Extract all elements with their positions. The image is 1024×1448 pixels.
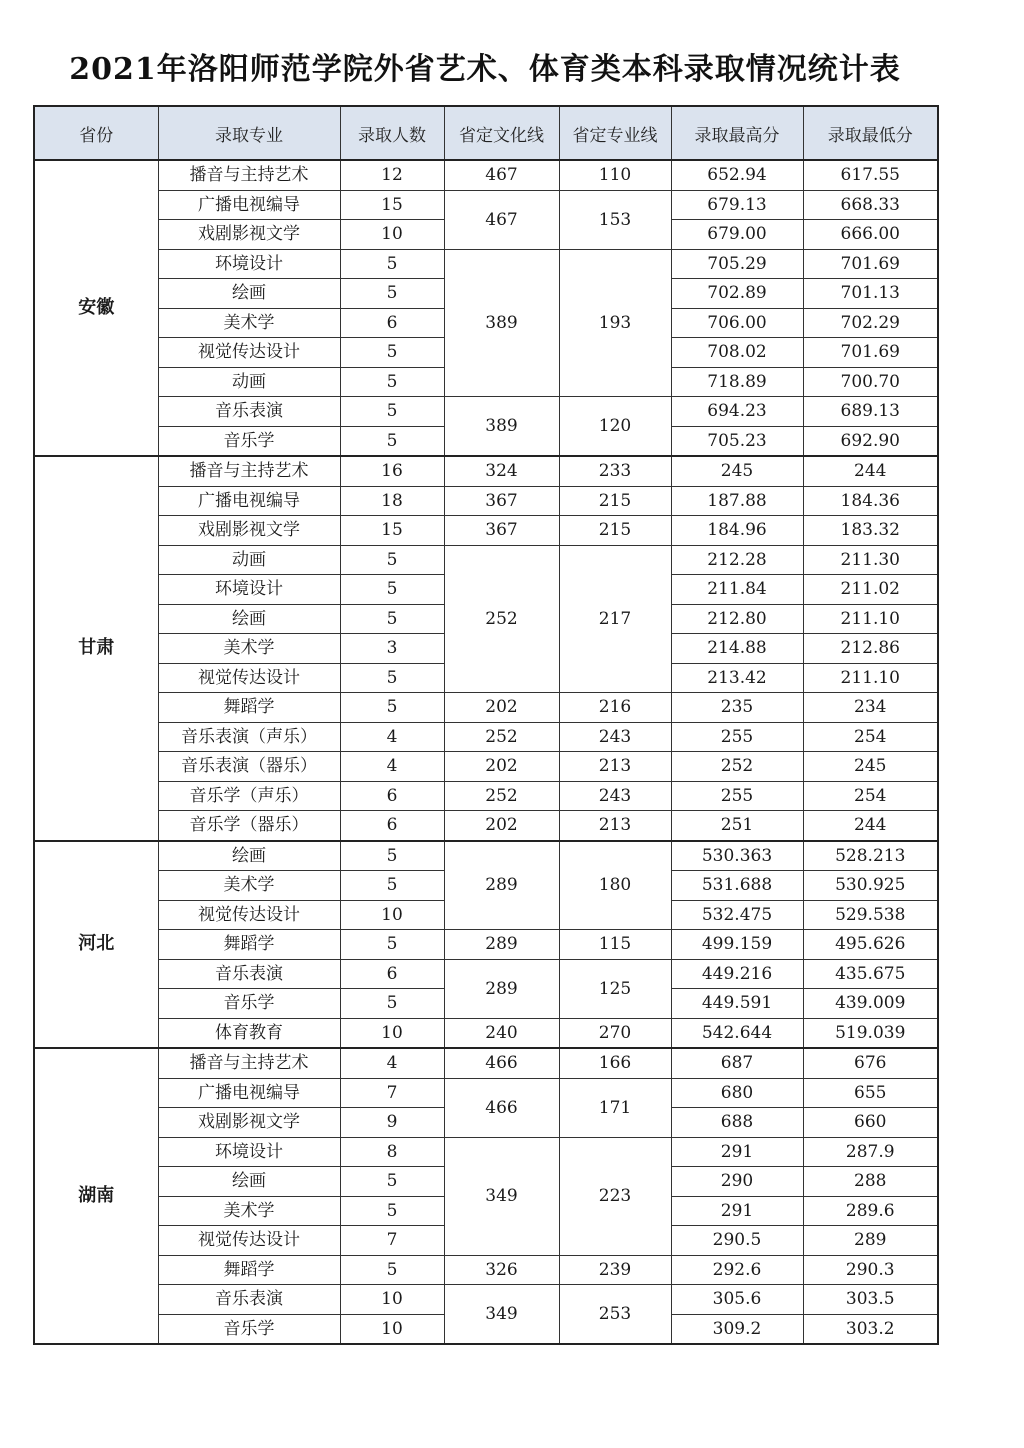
- major-cell: 美术学: [158, 634, 340, 664]
- count-cell: 5: [340, 338, 444, 368]
- culture-line-cell: 326: [444, 1255, 559, 1285]
- count-cell: 12: [340, 160, 444, 190]
- max-score-cell: 449.591: [671, 989, 803, 1019]
- count-cell: 6: [340, 811, 444, 841]
- count-cell: 15: [340, 190, 444, 220]
- header-pro-line: 省定专业线: [559, 106, 671, 160]
- pro-line-cell: 217: [559, 545, 671, 693]
- pro-line-cell: 193: [559, 249, 671, 397]
- culture-line-cell: 367: [444, 486, 559, 516]
- min-score-cell: 289.6: [803, 1196, 938, 1226]
- major-cell: 舞蹈学: [158, 1255, 340, 1285]
- min-score-cell: 211.10: [803, 663, 938, 693]
- table-row: [34, 1285, 938, 1315]
- max-score-cell: 705.23: [671, 426, 803, 456]
- max-score-cell: 212.28: [671, 545, 803, 575]
- pro-line-cell: 213: [559, 811, 671, 841]
- max-score-cell: 211.84: [671, 575, 803, 605]
- count-cell: 5: [340, 1255, 444, 1285]
- major-cell: 绘画: [158, 1167, 340, 1197]
- table-row: [34, 397, 938, 427]
- count-cell: 5: [340, 426, 444, 456]
- min-score-cell: 244: [803, 456, 938, 486]
- min-score-cell: 529.538: [803, 900, 938, 930]
- culture-line-cell: 202: [444, 752, 559, 782]
- pro-line-cell: 166: [559, 1048, 671, 1078]
- pro-line-cell: 115: [559, 930, 671, 960]
- count-cell: 10: [340, 900, 444, 930]
- max-score-cell: 184.96: [671, 516, 803, 546]
- culture-line-cell: 467: [444, 190, 559, 249]
- max-score-cell: 687: [671, 1048, 803, 1078]
- max-score-cell: 531.688: [671, 871, 803, 901]
- table-row: [34, 781, 938, 811]
- header-major: 录取专业: [158, 106, 340, 160]
- major-cell: 绘画: [158, 604, 340, 634]
- min-score-cell: 234: [803, 693, 938, 723]
- culture-line-cell: 466: [444, 1078, 559, 1137]
- table-row: [34, 486, 938, 516]
- major-cell: 舞蹈学: [158, 693, 340, 723]
- province-cell: 河北: [34, 841, 158, 1049]
- min-score-cell: 211.02: [803, 575, 938, 605]
- culture-line-cell: 252: [444, 781, 559, 811]
- culture-line-cell: 389: [444, 249, 559, 397]
- pro-line-cell: 125: [559, 959, 671, 1018]
- count-cell: 5: [340, 397, 444, 427]
- count-cell: 5: [340, 367, 444, 397]
- major-cell: 戏剧影视文学: [158, 516, 340, 546]
- count-cell: 7: [340, 1226, 444, 1256]
- major-cell: 动画: [158, 545, 340, 575]
- max-score-cell: 305.6: [671, 1285, 803, 1315]
- min-score-cell: 660: [803, 1108, 938, 1138]
- min-score-cell: 289: [803, 1226, 938, 1256]
- province-cell: 甘肃: [34, 456, 158, 841]
- admission-table: [33, 105, 939, 1345]
- major-cell: 视觉传达设计: [158, 900, 340, 930]
- culture-line-cell: 289: [444, 841, 559, 930]
- min-score-cell: 617.55: [803, 160, 938, 190]
- count-cell: 5: [340, 989, 444, 1019]
- max-score-cell: 290.5: [671, 1226, 803, 1256]
- count-cell: 4: [340, 722, 444, 752]
- major-cell: 美术学: [158, 871, 340, 901]
- min-score-cell: 701.13: [803, 279, 938, 309]
- count-cell: 5: [340, 663, 444, 693]
- table-row: [34, 249, 938, 279]
- table-row: [34, 516, 938, 546]
- min-score-cell: 288: [803, 1167, 938, 1197]
- culture-line-cell: 202: [444, 811, 559, 841]
- min-score-cell: 244: [803, 811, 938, 841]
- province-cell: 安徽: [34, 160, 158, 456]
- culture-line-cell: 289: [444, 930, 559, 960]
- max-score-cell: 679.00: [671, 220, 803, 250]
- major-cell: 广播电视编导: [158, 1078, 340, 1108]
- count-cell: 5: [340, 249, 444, 279]
- max-score-cell: 252: [671, 752, 803, 782]
- culture-line-cell: 240: [444, 1018, 559, 1048]
- min-score-cell: 701.69: [803, 338, 938, 368]
- major-cell: 广播电视编导: [158, 486, 340, 516]
- count-cell: 5: [340, 1167, 444, 1197]
- min-score-cell: 676: [803, 1048, 938, 1078]
- pro-line-cell: 233: [559, 456, 671, 486]
- count-cell: 5: [340, 604, 444, 634]
- count-cell: 5: [340, 693, 444, 723]
- max-score-cell: 255: [671, 722, 803, 752]
- min-score-cell: 702.29: [803, 308, 938, 338]
- min-score-cell: 435.675: [803, 959, 938, 989]
- major-cell: 戏剧影视文学: [158, 220, 340, 250]
- count-cell: 18: [340, 486, 444, 516]
- table-row: [34, 190, 938, 220]
- major-cell: 播音与主持艺术: [158, 160, 340, 190]
- count-cell: 6: [340, 308, 444, 338]
- max-score-cell: 235: [671, 693, 803, 723]
- count-cell: 6: [340, 781, 444, 811]
- count-cell: 4: [340, 752, 444, 782]
- major-cell: 音乐学（声乐）: [158, 781, 340, 811]
- culture-line-cell: 349: [444, 1285, 559, 1345]
- max-score-cell: 688: [671, 1108, 803, 1138]
- max-score-cell: 679.13: [671, 190, 803, 220]
- min-score-cell: 701.69: [803, 249, 938, 279]
- max-score-cell: 290: [671, 1167, 803, 1197]
- max-score-cell: 718.89: [671, 367, 803, 397]
- pro-line-cell: 253: [559, 1285, 671, 1345]
- pro-line-cell: 243: [559, 781, 671, 811]
- max-score-cell: 449.216: [671, 959, 803, 989]
- min-score-cell: 303.5: [803, 1285, 938, 1315]
- table-row: [34, 545, 938, 575]
- min-score-cell: 183.32: [803, 516, 938, 546]
- pro-line-cell: 171: [559, 1078, 671, 1137]
- max-score-cell: 708.02: [671, 338, 803, 368]
- major-cell: 戏剧影视文学: [158, 1108, 340, 1138]
- page-title: 2021年洛阳师范学院外省艺术、体育类本科录取情况统计表: [69, 52, 901, 87]
- pro-line-cell: 120: [559, 397, 671, 457]
- table-row: [34, 841, 938, 871]
- count-cell: 10: [340, 220, 444, 250]
- major-cell: 美术学: [158, 308, 340, 338]
- table-row: [34, 930, 938, 960]
- major-cell: 绘画: [158, 841, 340, 871]
- major-cell: 视觉传达设计: [158, 1226, 340, 1256]
- culture-line-cell: 202: [444, 693, 559, 723]
- min-score-cell: 666.00: [803, 220, 938, 250]
- pro-line-cell: 215: [559, 516, 671, 546]
- max-score-cell: 694.23: [671, 397, 803, 427]
- pro-line-cell: 215: [559, 486, 671, 516]
- min-score-cell: 655: [803, 1078, 938, 1108]
- major-cell: 播音与主持艺术: [158, 456, 340, 486]
- min-score-cell: 254: [803, 781, 938, 811]
- major-cell: 音乐表演: [158, 397, 340, 427]
- culture-line-cell: 252: [444, 545, 559, 693]
- max-score-cell: 245: [671, 456, 803, 486]
- max-score-cell: 212.80: [671, 604, 803, 634]
- min-score-cell: 184.36: [803, 486, 938, 516]
- table-row: [34, 1048, 938, 1078]
- province-cell: 湖南: [34, 1048, 158, 1344]
- pro-line-cell: 216: [559, 693, 671, 723]
- count-cell: 5: [340, 279, 444, 309]
- major-cell: 环境设计: [158, 249, 340, 279]
- max-score-cell: 291: [671, 1196, 803, 1226]
- count-cell: 10: [340, 1314, 444, 1344]
- culture-line-cell: 289: [444, 959, 559, 1018]
- max-score-cell: 705.29: [671, 249, 803, 279]
- max-score-cell: 213.42: [671, 663, 803, 693]
- max-score-cell: 214.88: [671, 634, 803, 664]
- major-cell: 美术学: [158, 1196, 340, 1226]
- major-cell: 环境设计: [158, 575, 340, 605]
- table-row: [34, 752, 938, 782]
- pro-line-cell: 153: [559, 190, 671, 249]
- major-cell: 音乐学: [158, 1314, 340, 1344]
- table-row: [34, 160, 938, 190]
- culture-line-cell: 367: [444, 516, 559, 546]
- max-score-cell: 532.475: [671, 900, 803, 930]
- table-row: [34, 1078, 938, 1108]
- table-row: [34, 456, 938, 486]
- max-score-cell: 680: [671, 1078, 803, 1108]
- count-cell: 5: [340, 871, 444, 901]
- max-score-cell: 309.2: [671, 1314, 803, 1344]
- min-score-cell: 528.213: [803, 841, 938, 871]
- culture-line-cell: 324: [444, 456, 559, 486]
- major-cell: 环境设计: [158, 1137, 340, 1167]
- table-row: [34, 1137, 938, 1167]
- max-score-cell: 652.94: [671, 160, 803, 190]
- major-cell: 体育教育: [158, 1018, 340, 1048]
- pro-line-cell: 110: [559, 160, 671, 190]
- min-score-cell: 303.2: [803, 1314, 938, 1344]
- min-score-cell: 495.626: [803, 930, 938, 960]
- min-score-cell: 245: [803, 752, 938, 782]
- header-province: 省份: [34, 106, 158, 160]
- max-score-cell: 291: [671, 1137, 803, 1167]
- table-header-row: [34, 106, 938, 160]
- min-score-cell: 689.13: [803, 397, 938, 427]
- major-cell: 绘画: [158, 279, 340, 309]
- max-score-cell: 702.89: [671, 279, 803, 309]
- major-cell: 音乐表演（器乐）: [158, 752, 340, 782]
- count-cell: 10: [340, 1285, 444, 1315]
- count-cell: 7: [340, 1078, 444, 1108]
- max-score-cell: 499.159: [671, 930, 803, 960]
- max-score-cell: 187.88: [671, 486, 803, 516]
- count-cell: 5: [340, 930, 444, 960]
- min-score-cell: 700.70: [803, 367, 938, 397]
- major-cell: 视觉传达设计: [158, 663, 340, 693]
- count-cell: 16: [340, 456, 444, 486]
- pro-line-cell: 243: [559, 722, 671, 752]
- culture-line-cell: 349: [444, 1137, 559, 1255]
- pro-line-cell: 213: [559, 752, 671, 782]
- min-score-cell: 530.925: [803, 871, 938, 901]
- major-cell: 音乐表演: [158, 959, 340, 989]
- max-score-cell: 706.00: [671, 308, 803, 338]
- min-score-cell: 211.30: [803, 545, 938, 575]
- major-cell: 动画: [158, 367, 340, 397]
- pro-line-cell: 270: [559, 1018, 671, 1048]
- major-cell: 音乐学（器乐）: [158, 811, 340, 841]
- culture-line-cell: 389: [444, 397, 559, 457]
- major-cell: 音乐表演: [158, 1285, 340, 1315]
- count-cell: 6: [340, 959, 444, 989]
- culture-line-cell: 252: [444, 722, 559, 752]
- major-cell: 音乐表演（声乐）: [158, 722, 340, 752]
- table-row: [34, 1255, 938, 1285]
- min-score-cell: 211.10: [803, 604, 938, 634]
- count-cell: 8: [340, 1137, 444, 1167]
- pro-line-cell: 223: [559, 1137, 671, 1255]
- pro-line-cell: 239: [559, 1255, 671, 1285]
- header-min-score: 录取最低分: [803, 106, 938, 160]
- count-cell: 5: [340, 575, 444, 605]
- table-row: [34, 811, 938, 841]
- min-score-cell: 519.039: [803, 1018, 938, 1048]
- count-cell: 5: [340, 1196, 444, 1226]
- major-cell: 舞蹈学: [158, 930, 340, 960]
- header-culture-line: 省定文化线: [444, 106, 559, 160]
- min-score-cell: 668.33: [803, 190, 938, 220]
- count-cell: 3: [340, 634, 444, 664]
- major-cell: 音乐学: [158, 989, 340, 1019]
- count-cell: 10: [340, 1018, 444, 1048]
- min-score-cell: 290.3: [803, 1255, 938, 1285]
- major-cell: 广播电视编导: [158, 190, 340, 220]
- pro-line-cell: 180: [559, 841, 671, 930]
- max-score-cell: 255: [671, 781, 803, 811]
- max-score-cell: 251: [671, 811, 803, 841]
- table-row: [34, 693, 938, 723]
- table-row: [34, 722, 938, 752]
- major-cell: 视觉传达设计: [158, 338, 340, 368]
- count-cell: 15: [340, 516, 444, 546]
- major-cell: 音乐学: [158, 426, 340, 456]
- culture-line-cell: 467: [444, 160, 559, 190]
- table-row: [34, 959, 938, 989]
- min-score-cell: 439.009: [803, 989, 938, 1019]
- count-cell: 5: [340, 841, 444, 871]
- count-cell: 4: [340, 1048, 444, 1078]
- table-row: [34, 1018, 938, 1048]
- min-score-cell: 254: [803, 722, 938, 752]
- major-cell: 播音与主持艺术: [158, 1048, 340, 1078]
- count-cell: 5: [340, 545, 444, 575]
- min-score-cell: 212.86: [803, 634, 938, 664]
- header-count: 录取人数: [340, 106, 444, 160]
- max-score-cell: 542.644: [671, 1018, 803, 1048]
- header-max-score: 录取最高分: [671, 106, 803, 160]
- min-score-cell: 692.90: [803, 426, 938, 456]
- max-score-cell: 530.363: [671, 841, 803, 871]
- count-cell: 9: [340, 1108, 444, 1138]
- max-score-cell: 292.6: [671, 1255, 803, 1285]
- min-score-cell: 287.9: [803, 1137, 938, 1167]
- table-body: [34, 160, 938, 1344]
- culture-line-cell: 466: [444, 1048, 559, 1078]
